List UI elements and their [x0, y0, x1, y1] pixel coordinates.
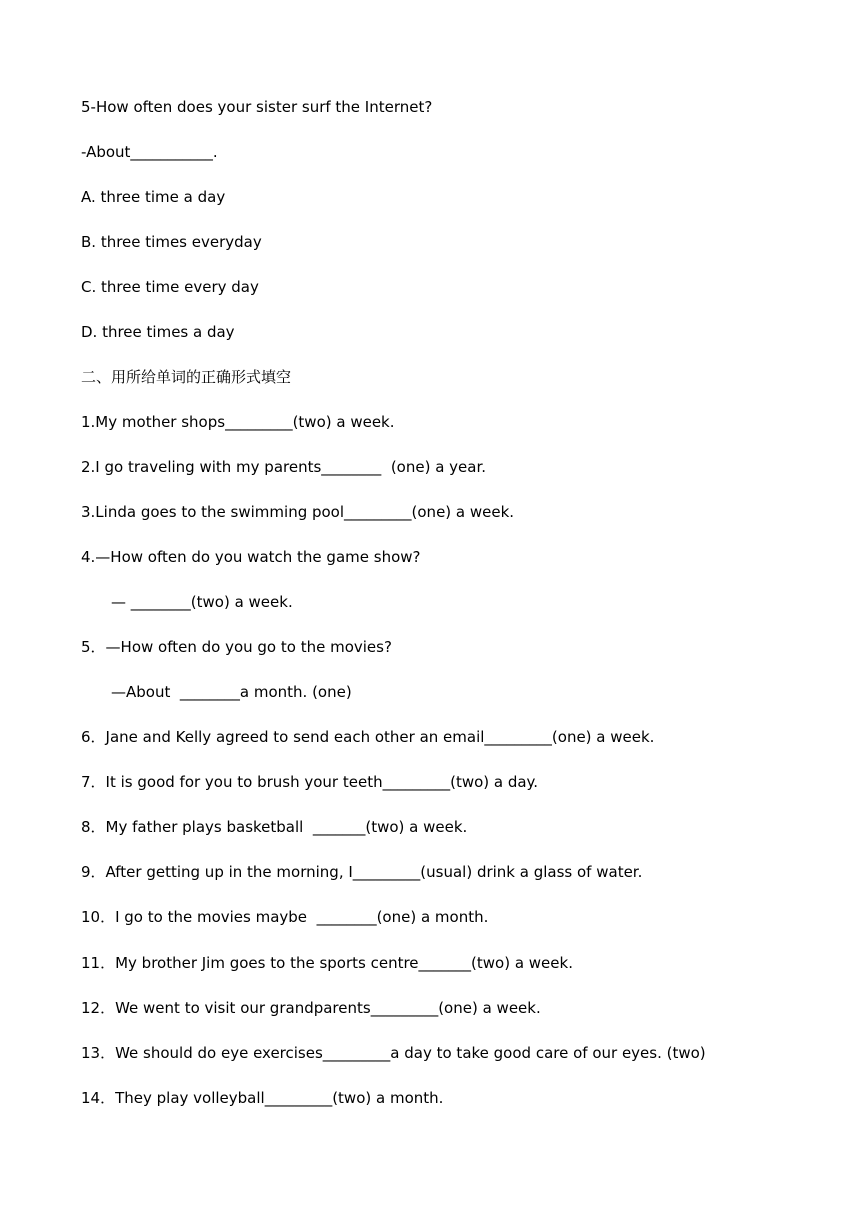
- fill-blank-item-14: 14．They play volleyball_________(two) a month.: [81, 1089, 444, 1107]
- fill-blank-item-3: 3.Linda goes to the swimming pool_________(one) a week.: [81, 503, 515, 521]
- fill-blank-item-11: 11．My brother Jim goes to the sports centre_______(two) a week.: [81, 954, 573, 972]
- option-c: C. three time every day: [81, 278, 259, 296]
- fill-blank-item-13: 13．We should do eye exercises_________a day to take good care of our eyes. (two): [81, 1044, 706, 1062]
- question-5-text: 5-How often does your sister surf the Internet?: [81, 98, 433, 116]
- fill-blank-item-4-question: 4.—How often do you watch the game show?: [81, 548, 421, 566]
- fill-blank-item-6: 6．Jane and Kelly agreed to send each other an email_________(one) a week.: [81, 728, 655, 746]
- fill-blank-item-10: 10．I go to the movies maybe ________(one) a month.: [81, 908, 489, 926]
- fill-blank-item-4-answer: — ________(two) a week.: [111, 593, 293, 611]
- fill-blank-item-1: 1.My mother shops_________(two) a week.: [81, 413, 395, 431]
- fill-blank-item-7: 7．It is good for you to brush your teeth_________(two) a day.: [81, 773, 539, 791]
- option-d: D. three times a day: [81, 323, 235, 341]
- fill-blank-item-5-question: 5．—How often do you go to the movies?: [81, 638, 392, 656]
- option-b: B. three times everyday: [81, 233, 262, 251]
- fill-blank-item-2: 2.I go traveling with my parents________ (one) a year.: [81, 458, 487, 476]
- option-a: A. three time a day: [81, 188, 226, 206]
- fill-blank-item-5-answer: —About ________a month. (one): [111, 683, 352, 701]
- fill-blank-item-12: 12．We went to visit our grandparents_________(one) a week.: [81, 999, 541, 1017]
- question-5-answer-stem: -About___________.: [81, 143, 218, 161]
- fill-blank-item-9: 9．After getting up in the morning, I_________(usual) drink a glass of water.: [81, 863, 643, 881]
- fill-blank-item-8: 8．My father plays basketball _______(two) a week.: [81, 818, 468, 836]
- section-two-heading: 二、用所给单词的正确形式填空: [81, 368, 292, 386]
